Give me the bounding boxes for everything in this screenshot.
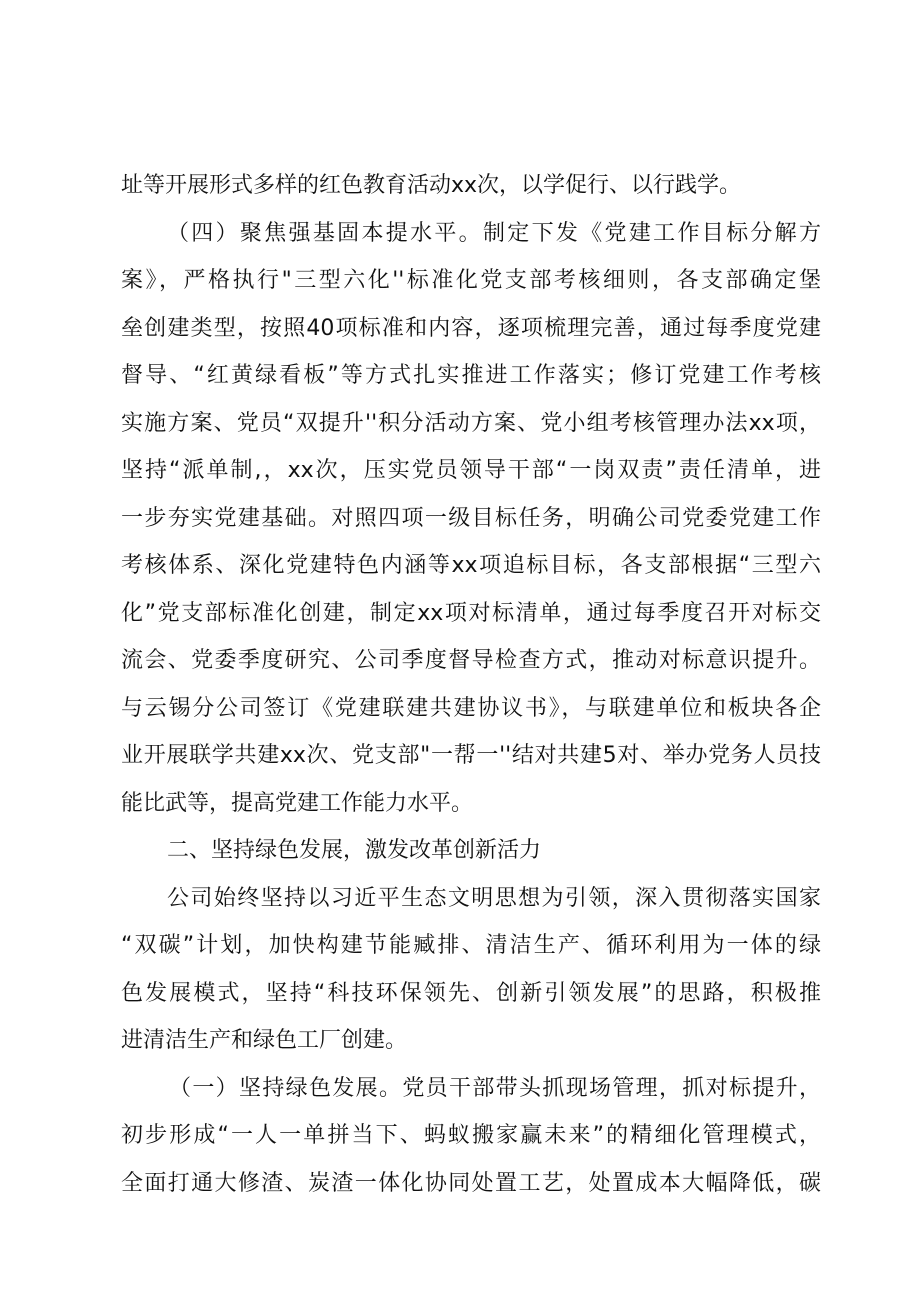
text-line: 与云锡分公司签订《党建联建共建协议书》，与联建单位和板块各企 bbox=[121, 695, 821, 721]
text-line: 垒创建类型，按照40项标准和内容，逐项梳理完善，通过每季度党建 bbox=[121, 315, 821, 341]
text-line: 实施方案、党员“双提升''积分活动方案、党小组考核管理办法xx项， bbox=[121, 410, 821, 436]
document-body bbox=[121, 162, 821, 1207]
text-line: 坚持“派单制,，xx次，压实党员领导干部“一岗双责”责任清单，进 bbox=[121, 458, 821, 483]
text-line: 进清洁生产和绿色工厂创建。 bbox=[121, 1028, 408, 1053]
text-line: 初步形成“一人一单拼当下、蚂蚁搬家赢未来”的精细化管理模式， bbox=[121, 1123, 821, 1148]
text-line: 址等开展形式多样的红色教育活动xx次，以学促行、以行践学。 bbox=[121, 173, 742, 198]
text-line: 一步夯实党建基础。对照四项一级目标任务，明确公司党委党建工作 bbox=[121, 505, 821, 531]
text-line: 能比武等，提高党建工作能力水平。 bbox=[121, 790, 474, 816]
text-line: 案》，严格执行"三型六化''标准化党支部考核细则，各支部确定堡 bbox=[121, 268, 821, 293]
text-line: “双碳”计划，加快构建节能臧排、清洁生产、循环利用为一体的绿 bbox=[121, 933, 821, 958]
text-line: 色发展模式，坚持“科技环保领先、创新引领发展”的思路，积极推 bbox=[121, 980, 821, 1006]
text-line: 流会、党委季度研究、公司季度督导检查方式，推动对标意识提升。 bbox=[121, 648, 821, 673]
text-line: 业开展联学共建xx次、党支部"一帮一''结对共建5对、举办党务人员技 bbox=[121, 743, 821, 768]
text-line: 考核体系、深化党建特色内涵等xx项追标目标，各支部根据“三型六 bbox=[121, 553, 821, 578]
section-heading-1: （一）坚持绿色发展。党员干部带头抓现场管理，抓对标提升， bbox=[169, 1075, 821, 1101]
section-heading-4: （四）聚焦强基固本提水平。制定下发《党建工作目标分解方 bbox=[167, 220, 821, 246]
text-line: 督导、“红黄绿看板”等方式扎实推进工作落实；修订党建工作考核 bbox=[121, 363, 821, 388]
text-line: 化”党支部标准化创建，制定xx项对标清单，通过每季度召开对标交 bbox=[121, 600, 821, 626]
text-line: 公司始终坚持以习近平生态文明思想为引领，深入贯彻落实国家 bbox=[167, 885, 821, 911]
text-line: 全面打通大修渣、炭渣一体化协同处置工艺，处置成本大幅降低，碳 bbox=[121, 1170, 821, 1196]
chapter-heading-2: 二、坚持绿色发展，激发改革创新活力 bbox=[167, 838, 542, 863]
